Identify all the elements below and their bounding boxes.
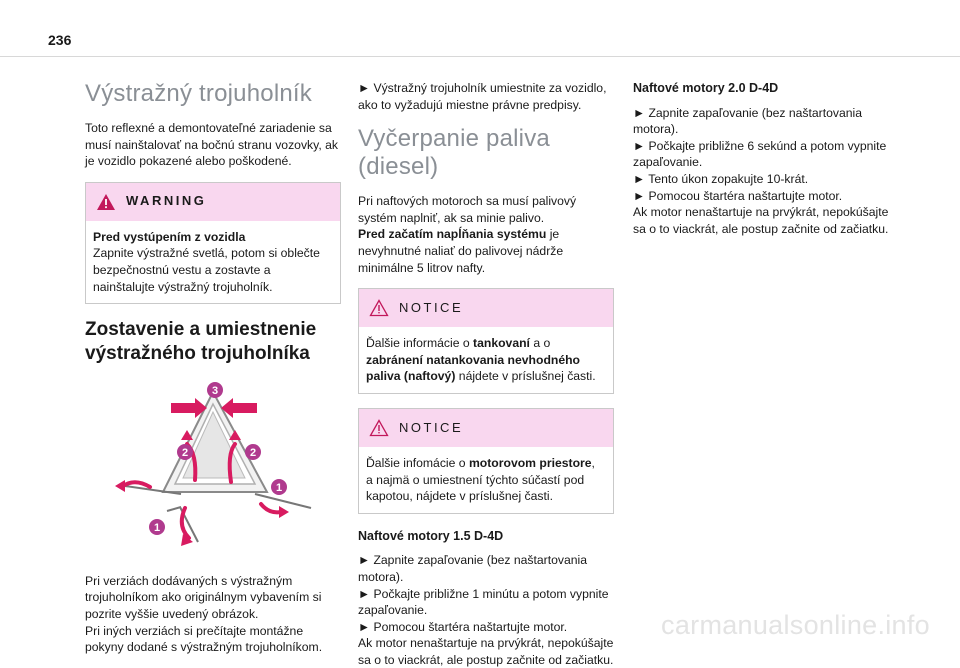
warning-triangle-assembly-figure [85,382,341,552]
engine-2-0-line: ► Pomocou štartéra naštartujte motor. [633,188,843,203]
version-note-1: Pri verziách dodávaných s výstražným trojuholníkom ako originálnym vybavením si pozrite vyššie uvedený obrázok. [85,573,322,621]
notice1-bold-refuelling: tankovaní [473,336,530,351]
engine-2-0-line: ► Počkajte približne 6 sekúnd a potom vypnite zapaľovanie. [633,138,887,170]
warning-triangle-icon [96,193,116,211]
warning-box-header [86,183,340,221]
page-number: 236 [48,32,72,48]
fuel-paragraph-2-bold: Pred začatím napĺňania systému [358,227,547,242]
column-2 [358,80,614,668]
badge-3: 3 [211,385,219,398]
engine-1-5-line: ► Zapnite zapaľovanie (bez naštartovania motora). [358,553,588,584]
section-title-fuel-depletion: Vyčerpanie paliva (diesel) [358,125,550,181]
badge-2-right: 2 [249,447,257,460]
notice2-text-b: , a najmä o umiestnení týchto súčastí pod kapotou, nájdete v príslušnej časti. [366,455,595,504]
header-rule [0,56,960,57]
notice-box-body [359,447,613,513]
engine-2-0-line: ► Zapnite zapaľovanie (bez naštartovania motora). [633,105,863,137]
notice2-text-a: Ďalšie infomácie o [366,455,469,470]
notice-label: NOTICE [399,419,464,435]
notice1-text-a: Ďalšie informácie o [366,336,474,351]
intro-paragraph: Toto reflexné a demontovateľné zariadenie sa musí nainštalovať na bočnú stranu vozovky, ak je vozidlo pokazené alebo poškodené. [85,121,338,169]
column-1 [85,80,341,656]
engine-2-0-line: ► Tento úkon zopakujte 10-krát. [633,171,809,186]
warning-box-body [86,221,340,303]
notice-box-header [359,289,613,327]
notice-label: NOTICE [399,299,464,315]
warning-box [85,182,341,304]
engine-1-5-title: Naftové motory 1.5 D-4D [358,528,504,543]
fuel-paragraph-2-rest: je nevyhnutné naliať do palivovej nádrže minimálne 5 litrov nafty. [358,227,564,275]
engine-2-0-title: Naftové motory 2.0 D-4D [633,81,779,95]
engine-1-5-line: ► Pomocou štartéra naštartujte motor. [358,619,568,634]
notice-box-refuelling [358,288,614,394]
notice2-bold-engine: motorovom priestore [468,455,592,470]
notice-triangle-icon [369,419,389,437]
notice1-text-b: a o [529,336,551,351]
warning-heading: Pred vystúpením z vozidla [93,229,246,244]
engine-1-5-line: ► Počkajte približne 1 minútu a potom vypnite zapaľovanie. [358,586,609,618]
section-title-warning-triangle: Výstražný trojuholník [85,80,312,107]
assembly-title: Zostavenie a umiestnenie výstražného trojuholníka [85,319,317,365]
engine-2-0-line: Ak motor nenaštartuje na prvýkrát, nepokúšajte sa o to viackrát, ale postup začnite od začiatku. [633,205,889,236]
warning-label: WARNING [126,193,207,209]
notice-box-header [359,409,613,447]
notice1-text-c: nájdete v príslušnej časti. [455,369,596,384]
version-note-2: Pri iných verziách si prečítajte montážne pokyny dodané s výstražným trojuholníkom. [85,623,323,655]
warning-text: Zapnite výstražné svetlá, potom si oblečte bezpečnostnú vestu a zostavte a nainštalujte výstražný trojuholník. [93,246,320,294]
notice-box-body [359,327,613,393]
badge-2-left: 2 [181,447,189,460]
watermark: carmanualsonline.info [661,610,930,640]
notice-box-engine-compartment [358,408,614,514]
fuel-paragraph-2 [358,226,614,276]
notice-triangle-icon [369,299,389,317]
engine-1-5-line: Ak motor nenaštartuje na prvýkrát, nepokúšajte sa o to viackrát, ale postup začnite od začiatku. [358,636,614,667]
notice1-bold-misfuel: zabránení natankovania nevhodného paliva (naftový) [366,352,581,384]
fuel-paragraph-1: Pri naftových motoroch sa musí palivový systém naplniť, ak sa minie palivo. [358,194,577,225]
badge-1-left: 1 [153,522,161,535]
badge-1-right: 1 [275,482,283,495]
column-3 [633,80,889,237]
placement-bullet: ► Výstražný trojuholník umiestnite za vozidlo, ako to vyžadujú miestne právne predpisy. [358,81,607,112]
